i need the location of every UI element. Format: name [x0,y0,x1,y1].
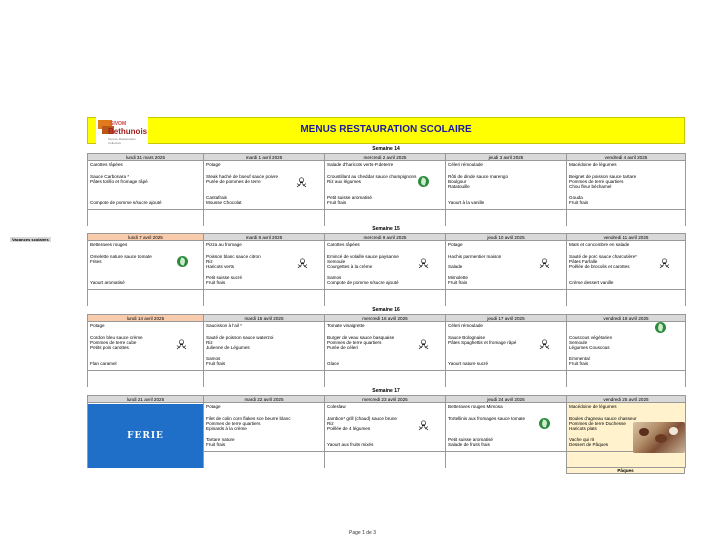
menu-item: Croustillant au cheddar sauce champignons [327,174,417,179]
day-header: jeudi 3 avril 2025 [446,154,566,161]
menu-item: Sauce Carbonara * [90,174,130,179]
menu-item: Yaourt à la vanille [448,200,485,205]
day-header: lundi 31 mars 2025 [88,154,203,161]
day-header: mercredi 9 avril 2025 [325,234,445,241]
day-column [325,396,446,468]
menu-item: Macédoine de légumes [569,404,617,409]
dessert-divider [325,289,445,290]
menu-item: Salade d'haricots verts-P.deterre [327,162,394,167]
dessert-divider [204,209,324,210]
day-header: mercredi 16 avril 2025 [325,315,445,322]
menu-item: Riz aux légumes [327,179,361,184]
day-column [325,315,446,387]
day-column [446,396,567,468]
day-header: jeudi 17 avril 2025 [446,315,566,322]
chef-utensils-icon [418,256,429,267]
day-header: vendredi 25 avril 2025 [567,396,685,403]
menu-item: Hachis parmentier maison [448,254,502,259]
week-grid [87,153,686,226]
menu-item: Poêlée de brocolis et carottes [569,264,630,269]
menu-item: Yaourt aromatisé [90,280,125,285]
menu-item: Coleslaw [327,404,346,409]
day-header: vendredi 4 avril 2025 [567,154,685,161]
menu-item: Fruit frais [569,361,589,366]
menu-item: Haricots plats [569,426,597,431]
week-grid [87,233,686,306]
menu-item: Petit suisse sucré [206,275,242,280]
menu-item: Pâtes torillo et fromage râpé [90,179,148,184]
menu-item: Purée de pommes de terre [206,179,261,184]
dessert-divider [325,370,445,371]
dessert-divider [567,209,685,210]
chef-utensils-icon [418,337,429,348]
menu-item: Pommes de terre quartiers [569,179,624,184]
menu-item: Pâtes Farfalle [569,259,598,264]
paques-label: Pâques [566,467,685,474]
day-column [446,234,567,306]
menu-item: Petit suisse aromatisé [448,437,493,442]
menu-item: Glace [327,361,340,366]
menu-item: Fruit frais [327,200,347,205]
menu-item: Carottes râpées [327,242,360,247]
day-column [567,154,686,226]
menu-item: Tomate vinaigrette [327,323,365,328]
day-header: lundi 7 avril 2025 [88,234,203,241]
day-column [204,154,325,226]
menu-item: Cordon bleu sauce crème [90,335,143,340]
chef-utensils-icon [176,337,187,348]
dessert-divider [325,451,445,452]
day-column [446,315,567,387]
menu-item: Ratatouille [448,184,470,189]
dessert-divider [567,289,685,290]
menu-item: Couscous végétarien [569,335,613,340]
day-column [325,234,446,306]
week-title: Semaine 14 [372,146,400,152]
dessert-divider [567,370,685,371]
ferie-banner: FERIE [88,404,203,468]
menu-item: Tartare nature [206,437,235,442]
day-column [325,154,446,226]
menu-item: Fruit frais [206,361,226,366]
vegetarian-leaf-icon [539,418,550,429]
menu-item: Pâtes Spaghettis et fromage râpé [448,340,517,345]
menu-item: Jambon* grill (chaud) sauce brune [327,416,397,421]
day-header: lundi 14 avril 2025 [88,315,203,322]
menu-item: Yaourt nature sucré [448,361,489,366]
menu-item: Mousse Chocolat [206,200,242,205]
week-title: Semaine 17 [372,388,400,394]
day-header: jeudi 10 avril 2025 [446,234,566,241]
sivom-logo: SIVOM Bethunois Service Restauration Collective [96,117,148,145]
week-title: Semaine 15 [372,226,400,232]
menu-item: Semoule [569,340,588,345]
day-column [567,234,686,306]
menu-item: Rôti de dinde sauce marengo [448,174,509,179]
menu-item: Macédoine de légumes [569,162,617,167]
week-grid [87,314,686,387]
menu-item: Potage [206,162,221,167]
menu-item: Steak haché de boeuf sauce poivre [206,174,279,179]
menu-item: Carottes râpées [90,162,123,167]
menu-item: Tortellinis aux fromages sauce tomate [448,416,526,421]
vegetarian-leaf-icon [177,256,188,267]
menu-item: Riz [206,259,213,264]
day-header: mardi 8 avril 2025 [204,234,324,241]
menu-item: Samos [206,356,221,361]
menu-item: Vache qui rit [569,437,595,442]
dessert-divider [88,209,203,210]
menu-item: Pommes de terre cube [90,340,137,345]
menu-item: Petits pois carottes [90,345,129,350]
chef-utensils-icon [418,418,429,429]
easter-dessert-photo [633,422,685,453]
menu-item: Salade [448,264,463,269]
menu-item: Sauté de porc sauce charcutière* [569,254,637,259]
menu-item: Riz [327,421,334,426]
menu-item: Purée de céleri [327,345,358,350]
chef-utensils-icon [659,256,670,267]
chef-utensils-icon [539,337,550,348]
week-grid [87,395,686,468]
dessert-divider [446,451,566,452]
chef-utensils-icon [296,175,307,186]
menu-item: Emmental [569,356,590,361]
menu-item: Poêlée de 4 légumes [327,426,371,431]
menu-item: Flan caramel [90,361,117,366]
menu-item: Courgettes à la crème [327,264,373,269]
menu-item: Salade de fruits frais [448,442,490,447]
day-column [88,315,204,387]
dessert-divider [204,451,324,452]
menu-item: Sauce Bolognaise [448,335,486,340]
menu-item: Fruit frais [569,200,589,205]
menu-item: Fruit frais [206,442,226,447]
day-header: mardi 1 avril 2025 [204,154,324,161]
menu-item: Crème dessert vanille [569,280,614,285]
menu-item: Boulgour [448,179,467,184]
menu-item: Samos [327,275,342,280]
menu-item: Semoule [327,259,346,264]
menu-item: Pommes de terre Duchesse [569,421,626,426]
menu-item: Julienne de Légumes [206,345,250,350]
page-title: MENUS RESTAURATION SCOLAIRE [300,124,472,135]
menu-item: Compote de pomme s/sucre ajouté [90,200,162,205]
day-header: vendredi 18 avril 2025 [567,315,685,322]
menu-item: Cantafrais [206,195,227,200]
menu-item: Pizza au fromage [206,242,242,247]
dessert-divider [446,289,566,290]
chef-utensils-icon [297,256,308,267]
menu-item: Burger de veau sauce basquaise [327,335,395,340]
day-column [204,315,325,387]
menu-item: Légumes Couscous [569,345,610,350]
dessert-divider [204,370,324,371]
menu-item: Omelette nature sauce tomate [90,254,152,259]
vacances-label: Vacances scolaires [12,237,49,242]
menu-item: Potage [448,242,463,247]
menu-item: Poisson blanc sauce citron [206,254,261,259]
menu-item: Emincé de volaille sauce paysanne [327,254,399,259]
day-header: mercredi 23 avril 2025 [325,396,445,403]
menu-item: Potage [90,323,105,328]
day-column [204,396,325,468]
day-column [88,234,204,306]
menu-item: Dessert de Pâques [569,442,609,447]
menu-item: Fruit frais [206,280,226,285]
menu-item: Mimolette [448,275,468,280]
dessert-divider [446,370,566,371]
day-header: mardi 15 avril 2025 [204,315,324,322]
menu-item: Beignet de poisson sauce tartare [569,174,637,179]
menu-item: Filet de colin corn flakes sce beurre blanc [206,416,291,421]
menu-item: Saucisson à l'ail * [206,323,242,328]
menu-item: Yaourt aux fruits mixés [327,442,374,447]
day-header: lundi 21 avril 2025 [88,396,203,403]
dessert-divider [325,209,445,210]
menu-item: Pommes de terre quartiers [327,340,382,345]
menu-item: Boules d'agneau sauce chasseur [569,416,637,421]
day-column [567,315,686,387]
menu-item: Céleri rémoulade [448,162,483,167]
day-header: vendredi 11 avril 2025 [567,234,685,241]
day-column [446,154,567,226]
menu-item: Maïs et concombre en salade [569,242,630,247]
menu-item: Haricots verts [206,264,235,269]
header-banner [87,117,685,144]
dessert-divider [204,289,324,290]
dessert-divider [88,370,203,371]
menu-item: Potage [206,404,221,409]
day-header: mardi 22 avril 2025 [204,396,324,403]
menu-item: Sauté de poisson sauce waterzoi [206,335,274,340]
menu-item: Petit suisse aromatisé [327,195,372,200]
menu-item: Pommes de terre quartiers [206,421,261,426]
menu-item: Betteraves rouges [90,242,128,247]
day-column [204,234,325,306]
day-header: mercredi 2 avril 2025 [325,154,445,161]
dessert-divider [88,289,203,290]
day-header: jeudi 24 avril 2025 [446,396,566,403]
menu-item: Céleri rémoulade [448,323,483,328]
page-number: Page 1 de 3 [349,530,376,536]
day-column [88,154,204,226]
menu-item: Frites [90,259,102,264]
menu-item: Riz [206,340,213,345]
vegetarian-leaf-icon [418,176,429,187]
menu-item: Fruit frais [448,280,468,285]
menu-item: Gouda [569,195,583,200]
menu-item: Epinards à la crème [206,426,247,431]
menu-item: Betteraves rouges Mimosa [448,404,503,409]
menu-item: Compote de pomme s/sucre ajouté [327,280,399,285]
vegetarian-leaf-icon [655,322,666,333]
menu-item: Chou fleur béchamel [569,184,612,189]
chef-utensils-icon [539,256,550,267]
week-title: Semaine 16 [372,307,400,313]
dessert-divider [446,209,566,210]
